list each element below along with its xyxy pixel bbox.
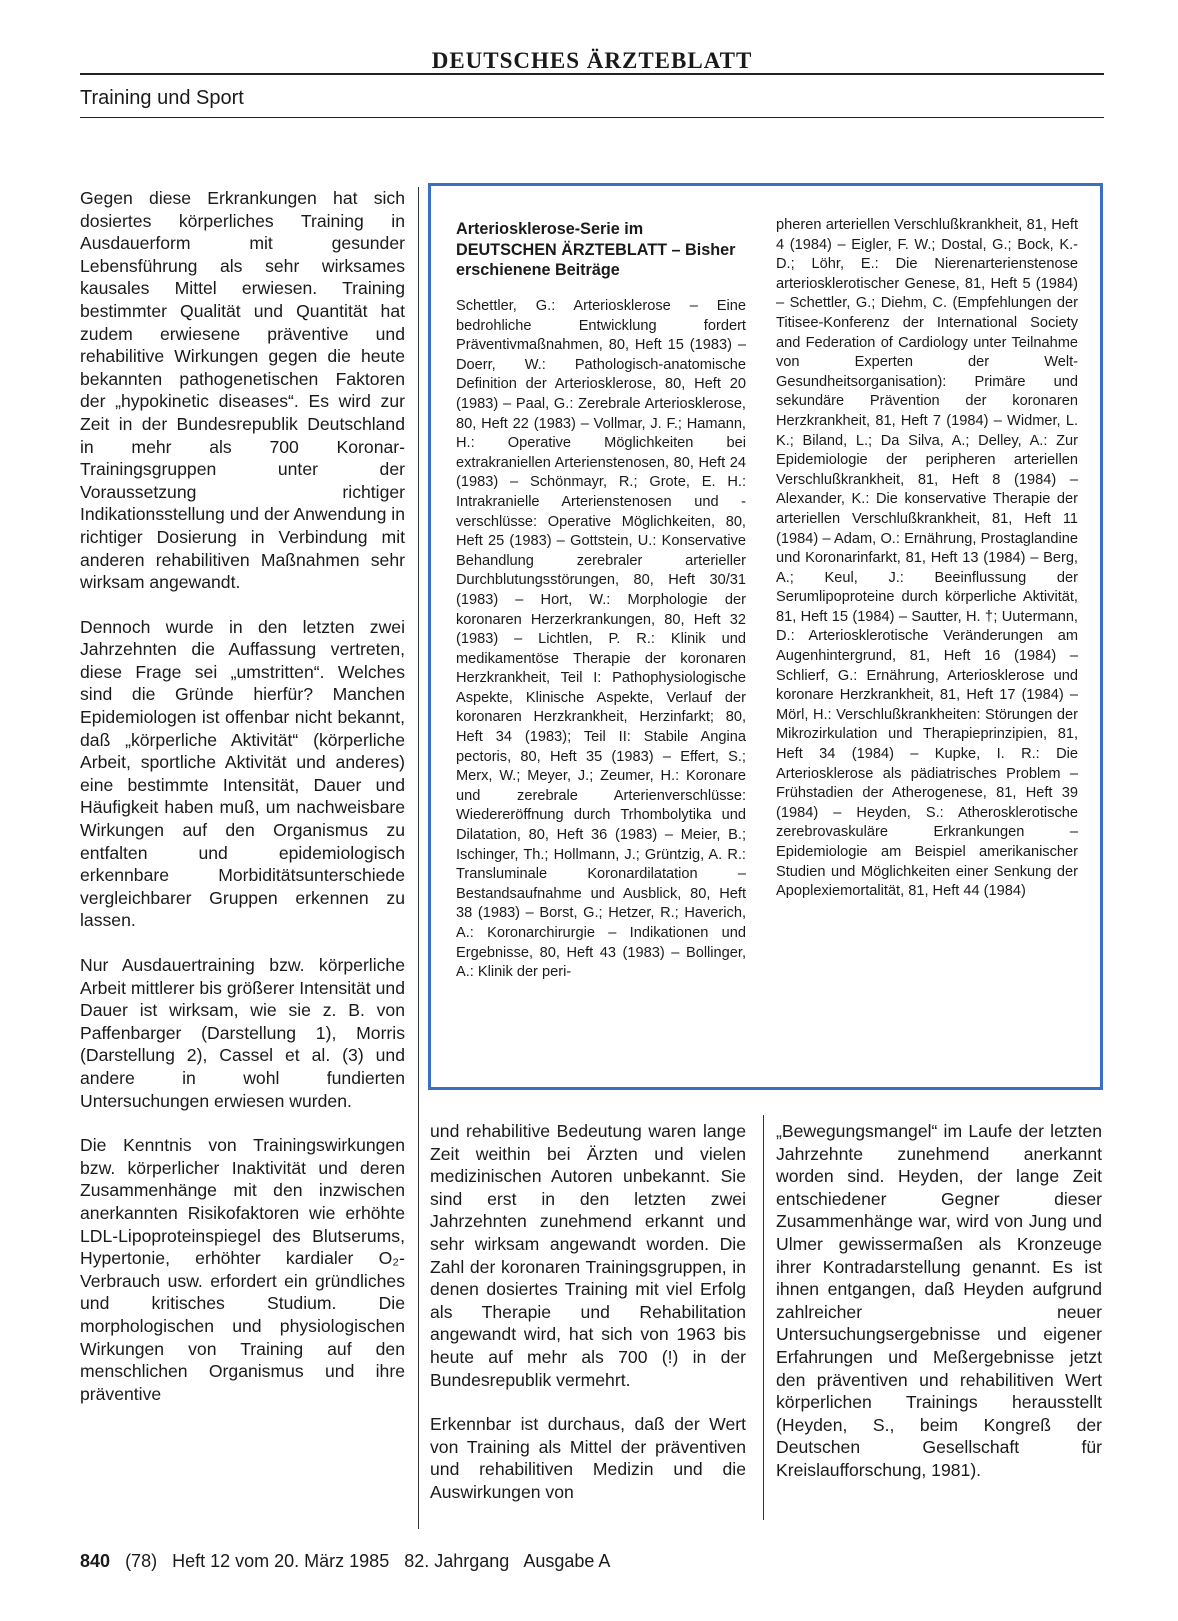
edition-info: Ausgabe A: [523, 1551, 611, 1571]
article-column-2: [430, 1120, 746, 1504]
paragraph: Die Kenntnis von Trainingswirkungen bzw. körperlicher Inaktivität und deren Zusammenhänge mit den inzwischen anerkannten Risikofaktoren wie erhöhte LDL-Lipoproteinspiegel des Blutserums, Hypertonie, erhöhter kardialer O₂-Verbrauch usw. erfordert ein gründliches und kritisches Studium. Die morphologischen und physiologischen Wirkungen von Training auf den menschlichen Organismus und ihre präventive: [80, 1135, 405, 1404]
header-rule: [80, 73, 1104, 75]
page-footer: [80, 1551, 620, 1572]
column-divider: [418, 187, 419, 1529]
sidebar-column-2: pheren arteriellen Verschlußkrankheit, 81, Heft 4 (1984) – Eigler, F. W.; Dostal, G.; Bock, K.-D.; Löhr, E.: Die Nierenarterienstenose arteriosklerotischer Genese, 81, Heft 5 (1984) – Schettler, G.; Diehm, C. (Empfehlungen der Titisee-Konferenz der International Society and Federation of Cardiology unter Teilnahme von Experten der Welt-Gesundheitsorganisation): Primäre und sekundäre Prävention der koronaren Herzkrankheit, 81, Heft 7 (1984) – Widmer, L. K.; Biland, L.; Da Silva, A.; Delley, A.: Zur Epidemiologie der peripheren arteriellen Verschlußkrankheit, 81, Heft 8 (1984) – Alexander, K.: Die konservative Therapie der arteriellen Verschlußkrankheit, 81, Heft 11 (1984) – Adam, O.: Ernährung, Prostaglandine und Koronarinfarkt, 81, Heft 13 (1984) – Berg, A.; Keul, J.: Beeinflussung der Serumlipoproteine durch körperliche Aktivität, 81, Heft 15 (1984) – Sautter, H. †; Uutermann, D.: Arteriosklerotische Veränderungen am Augenhintergrund, 81, Heft 16 (1984) – Schlierf, G.: Ernährung, Arteriosklerose und koronare Herzkrankheit, 81, Heft 17 (1984) – Mörl, H.: Verschlußkrankheiten: Störungen der Mikrozirkulation und Therapieprinzipien, 81, Heft 34 (1984) – Kupke, I. R.: Die Arteriosklerose als pädiatrisches Problem – Frühstadien der Atherogenese, 81, Heft 39 (1984) – Heyden, S.: Atherosklerotische zerebrovaskuläre Erkrankungen – Epidemiologie am Beispiel amerikanischer Studien und Möglichkeiten einer Senkung der Apoplexiemortalität, 81, Heft 44 (1984): [776, 217, 1078, 900]
section-title: Training und Sport: [80, 87, 244, 109]
sidebar-title: Arteriosklerose-Serie im DEUTSCHEN ÄRZTEBLATT – Bisher erschienene Beiträge: [456, 220, 736, 279]
paragraph: Gegen diese Erkrankungen hat sich dosiertes körperliches Training in Ausdauerform mit gesunder Lebensführung als sehr wirksames kausales Mittel erwiesen. Training bestimmter Qualität und Quantität hat zudem erwiesene präventive und rehabilitive Wirkungen gegen die heute bekannten pathogenetischen Faktoren der „hypokinetic diseases“. Es wird zur Zeit in der Bundesrepublik Deutschland in mehr als 700 Koronar-Trainingsgruppen unter der Voraussetzung richtiger Indikationsstellung und der Anwendung in richtiger Dosierung in Verbindung mit anderen rehabilitiven Maßnahmen sehr wirksam angewandt.: [80, 188, 405, 593]
section-rule: [80, 117, 1104, 118]
sidebar-column-1: Schettler, G.: Arteriosklerose – Eine bedrohliche Entwicklung fordert Präventivmaßnahmen, 80, Heft 15 (1983) – Doerr, W.: Pathologisch-anatomische Definition der Arteriosklerose, 80, Heft 20 (1983) – Paal, G.: Zerebrale Arteriosklerose, 80, Heft 22 (1983) – Vollmar, J. F.; Hamann, H.: Operative Möglichkeiten bei extrakraniellen Arterienstenosen, 80, Heft 24 (1983) – Schönmayr, R.; Grote, E. H.: Intrakranielle Arterienstenosen und -verschlüsse: Operative Möglichkeiten, 80, Heft 25 (1983) – Gottstein, U.: Konservative Behandlung zerebraler arterieller Durchblutungsstörungen, 80, Heft 30/31 (1983) – Hort, W.: Morphologie der koronaren Herzerkrankungen, 80, Heft 32 (1983) – Lichtlen, P. R.: Klinik und medikamentöse Therapie der koronaren Herzkrankheit, Teil I: Pathophysiologische Aspekte, Klinische Aspekte, Verlauf der koronaren Herzkrankheit, Herzinfarkt; 80, Heft 34 (1983); Teil II: Stabile Angina pectoris, 80, Heft 35 (1983) – Effert, S.; Merx, W.; Meyer, J.; Zeumer, H.: Koronare und zerebrale Arterienverschlüsse: Wiedereröffnung durch Trhombolytika und Dilatation, 80, Heft 36 (1983) – Meier, B.; Ischinger, Th.; Hollmann, J.; Grüntzig, A. R.: Transluminale Koronardilatation – Bestandsaufnahme und Ausblick, 80, Heft 38 (1983) – Borst, G.; Hetzer, R.; Haverich, A.: Koronarchirurgie – Indikationen und Ergebnisse, 80, Heft 43 (1983) – Bollinger, A.: Klinik der peri-: [456, 298, 746, 981]
column-divider: [763, 1115, 764, 1520]
article-column-1: [80, 187, 405, 1405]
volume-info: 82. Jahrgang: [404, 1551, 510, 1571]
paragraph: „Bewegungsmangel“ im Laufe der letzten Jahrzehnte zunehmend anerkannt worden sind. Heyden, der lange Zeit entschiedener Gegner dieser Zusammenhänge war, wird von Jung und Ulmer gewissermaßen als Kronzeuge ihrer Kontradarstellung genannt. Es ist ihnen entgangen, daß Heyden aufgrund zahlreicher neuer Untersuchungsergebnisse und eigener Erfahrungen und Meßergebnisse jetzt den präventiven und rehabilitiven Wert körperlichen Trainings herausstellt (Heyden, S., beim Kongreß der Deutschen Gesellschaft für Kreislaufforschung, 1981).: [776, 1121, 1102, 1480]
article-column-3: [776, 1120, 1102, 1482]
issue-info: Heft 12 vom 20. März 1985: [172, 1551, 390, 1571]
paragraph: Nur Ausdauertraining bzw. körperliche Arbeit mittlerer bis größerer Intensität und Dauer ist wirksam, wie sie z. B. von Paffenbarger (Darstellung 1), Morris (Darstellung 2), Cassel et al. (3) und andere in wohl fundierten Untersuchungen erwiesen wurden.: [80, 955, 405, 1111]
paragraph: Erkennbar ist durchaus, daß der Wert von Training als Mittel der präventiven und rehabilitiven Medizin und die Auswirkungen von: [430, 1414, 746, 1502]
journal-masthead: DEUTSCHES ÄRZTEBLATT: [431, 48, 753, 73]
paragraph: und rehabilitive Bedeutung waren lange Zeit weithin bei Ärzten und vielen medizinischen Autoren unbekannt. Sie sind erst in den letzten zwei Jahrzehnten zunehmend erkannt und sehr wirksam angewandt worden. Die Zahl der koronaren Trainingsgruppen, in denen dosiertes Training mit viel Erfolg als Therapie und Rehabilitation angewandt wird, hat sich von 1963 bis heute auf mehr als 700 (!) in der Bundesrepublik vermehrt.: [430, 1121, 746, 1390]
page-reference: (78): [125, 1551, 158, 1571]
paragraph: Dennoch wurde in den letzten zwei Jahrzehnten die Auffassung vertreten, diese Frage sei „umstritten“. Welches sind die Gründe hierfür? Manchen Epidemiologen ist offenbar nicht bekannt, daß „körperliche Aktivität“ (körperliche Arbeit, sportliche Aktivität und anderes) eine bestimmte Intensität, Dauer und Häufigkeit haben muß, um nachweisbare Wirkungen auf den Organismus zu entfalten und epidemiologisch erkennbare Morbiditätsunterschiede vergleichbarer Gruppen erkennen zu lassen.: [80, 616, 405, 931]
page-number: 840: [80, 1551, 111, 1571]
